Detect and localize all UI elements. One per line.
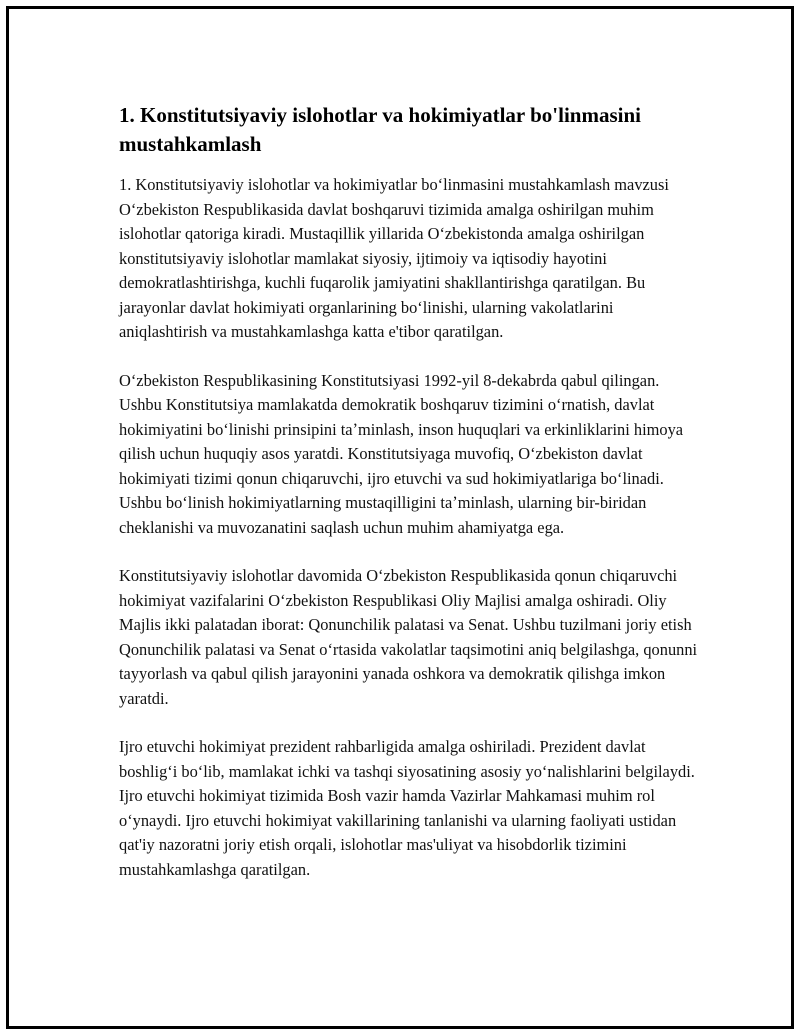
paragraph-legislative: Konstitutsiyaviy islohotlar davomida Oʻzbekiston Respublikasida qonun chiqaruvchi hokimiyat vazifalarini Oʻzbekiston Respublikasi Oliy Majlisi amalga oshiradi. Oliy Majlis ikki palatadan iborat: Qonunchilik palatasi va Senat. Ushbu tuzilmani joriy etish Qonunchilik palatasi va Senat oʻrtasida vakolatlar taqsimotini aniq belgilashga, qonunni tayyorlash va qabul qilish jarayonini yanada oshkora va demokratik qilishga imkon yaratdi.	[119, 566, 698, 708]
paragraph-constitution: Oʻzbekiston Respublikasining Konstitutsiyasi 1992-yil 8-dekabrda qabul qilingan. Ushbu Konstitutsiya mamlakatda demokratik boshqaruv tizimini oʻrnatish, davlat hokimiyatini boʻlinishi prinsipini taʼminlash, inson huquqlari va erkinliklarini himoya qilish uchun huquqiy asos yaratdi. Konstitutsiyaga muvofiq, Oʻzbekiston davlat hokimiyati tizimi qonun chiqaruvchi, ijro etuvchi va sud hokimiyatlariga boʻlinadi. Ushbu boʻlinish hokimiyatlarning mustaqilligini taʼminlash, ularning bir-biridan cheklanishi va muvozanatini saqlash uchun muhim ahamiyatga ega.	[119, 370, 684, 537]
paragraph-intro: 1. Konstitutsiyaviy islohotlar va hokimiyatlar boʻlinmasini mustahkamlash mavzusi Oʻzbekiston Respublikasida davlat boshqaruvi tizimida amalga oshirilgan muhim islohotlar qatoriga kiradi. Mustaqillik yillarida Oʻzbekistonda amalga oshirilgan konstitutsiyaviy islohotlar mamlakat siyosiy, ijtimoiy va iqtisodiy hayotini demokratlashtirishga, kuchli fuqarolik jamiyatini shakllantirishga qaratilgan. Bu jarayonlar davlat hokimiyati organlarining boʻlinishi, ularning vakolatlarini aniqlashtirish va mustahkamlashga katta e'tibor qaratilgan.	[119, 175, 669, 341]
section-heading: 1. Konstitutsiyaviy islohotlar va hokimiyatlar bo'linmasini mustahkamlash	[119, 103, 641, 156]
document-body	[119, 101, 699, 906]
page-frame	[6, 6, 794, 1029]
paragraph-executive: Ijro etuvchi hokimiyat prezident rahbarligida amalga oshiriladi. Prezident davlat boshligʻi boʻlib, mamlakat ichki va tashqi siyosatining asosiy yoʻnalishlarini belgilaydi. Ijro etuvchi hokimiyat tizimida Bosh vazir hamda Vazirlar Mahkamasi muhim rol oʻynaydi. Ijro etuvchi hokimiyat vakillarining tanlanishi va ularning faoliyati ustidan qat'iy nazoratni joriy etish orqali, islohotlar mas'uliyat va hisobdorlik tizimini mustahkamlashga qaratilgan.	[119, 737, 695, 879]
